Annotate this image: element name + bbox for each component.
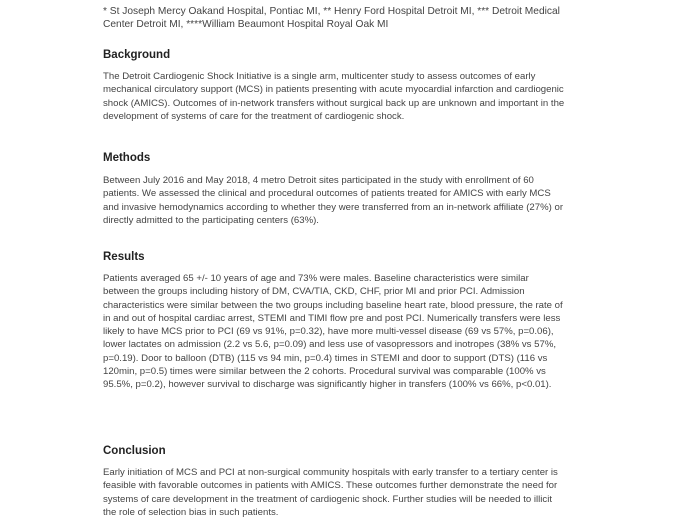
methods-heading: Methods: [103, 152, 151, 164]
conclusion-paragraph: Early initiation of MCS and PCI at non-surgical community hospitals with early transfer to a tertiary center is feasible with favorable outcomes in patients with AMICS. These outcomes further demonstrate the need for systems of care development in the treatment of cardiogenic shock. Further studies will be needed to illicit the role of selection bias in such patients.: [103, 467, 558, 518]
background-heading: Background: [103, 49, 171, 61]
author-affiliations: * St Joseph Mercy Oakand Hospital, Pontiac MI, ** Henry Ford Hospital Detroit MI, *** Detroit Medical Center Detroit MI, ****William Beaumont Hospital Royal Oak MI: [103, 6, 560, 31]
conclusion-heading: Conclusion: [103, 445, 166, 457]
methods-paragraph: Between July 2016 and May 2018, 4 metro Detroit sites participated in the study with enrollment of 60 patients. We assessed the clinical and procedural outcomes of patients treated for AMICS with early MCS and invasive hemodynamics according to whether they were transferred from an in-network affiliate (27%) or directly admitted to the participating centers (63%).: [103, 175, 564, 226]
results-heading: Results: [103, 251, 145, 263]
results-paragraph: Patients averaged 65 +/- 10 years of age and 73% were males. Baseline characteristics were similar between the groups including history of DM, CVA/TIA, CKD, CHF, prior MI and prior PCI. Admission characteristics were similar between the two groups including baseline heart rate, blood pressure, the rate of in and out of hospital cardiac arrest, STEMI and TIMI flow pre and post PCI. Numerically transfers were less likely to have MCS prior to PCI (69 vs 91%, p=0.32), have more multi-vessel disease (69 vs 57%, p=0.06), lower lactates on admission (2.2 vs 5.6, p=0.09) and less use of vasopressors and inotropes (38% vs 57%, p=0.19). Door to balloon (DTB) (115 vs 94 min, p=0.4) times in STEMI and door to support (DTS) (116 vs 120min, p=0.5) times were similar between the 2 cohorts. Procedural survival was comparable (100% vs 95.5%, p=0.2), however survival to discharge was significantly higher in transfers (100% vs 66%, p<0.01).: [103, 273, 563, 391]
background-paragraph: The Detroit Cardiogenic Shock Initiative is a single arm, multicenter study to assess outcomes of early mechanical circulatory support (MCS) in patients presenting with acute myocardial infarction and cardiogenic shock (AMICS). Outcomes of in-network transfers without surgical back up are unknown and important in the development of systems of care for the treatment of cardiogenic shock.: [103, 71, 565, 122]
